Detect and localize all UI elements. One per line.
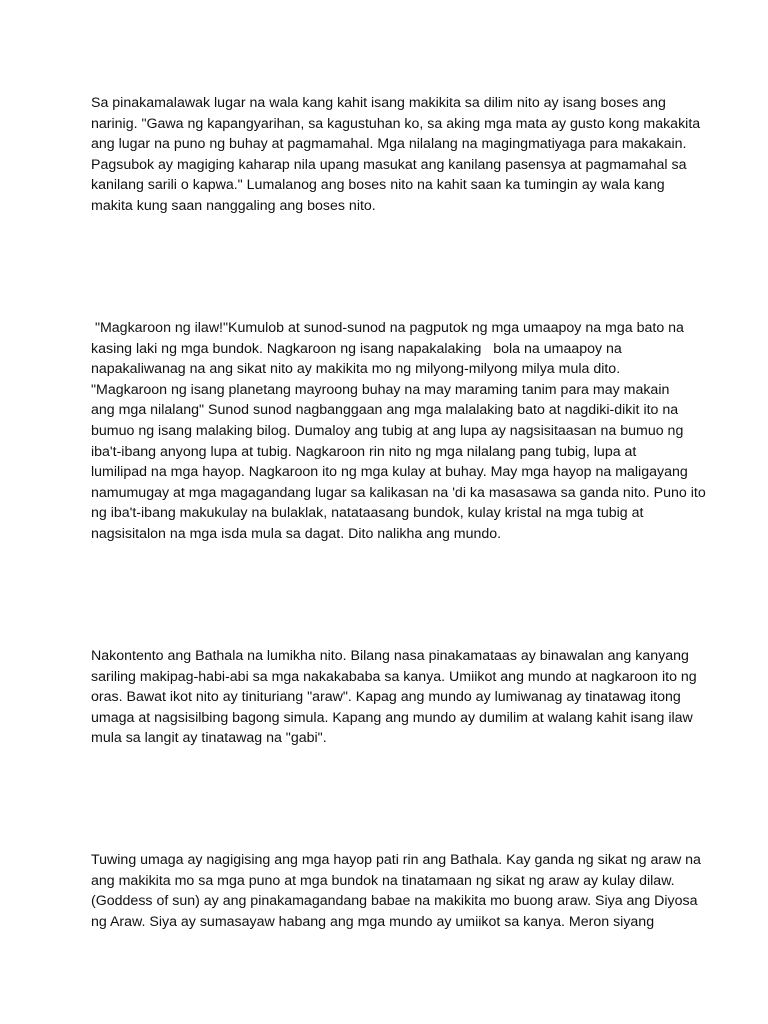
text-line: napakaliwanag na ang sikat nito ay makikita mo ng milyong-milyong milya mula dito. <box>91 361 621 378</box>
paragraph-1 <box>91 93 701 217</box>
text-line: Nakontento ang Bathala na lumikha nito. Bilang nasa pinakamataas ay binawalan ang kanyang <box>91 648 689 664</box>
text-line: sariling makipag-habi-abi sa mga nakakababa sa kanya. Umiikot ang mundo at nagkaroon ito ng <box>91 668 697 685</box>
text-line: (Goddess of sun) ay ang pinakamagandang babae na makikita mo buong araw. Siya ang Diyosa <box>91 893 698 910</box>
paragraph-2 <box>91 318 706 545</box>
text-line: ang makikita mo sa mga puno at mga bundok na tinatamaan ng sikat ng araw ay kulay dilaw. <box>91 872 675 889</box>
text-line: bumuo ng isang malaking bilog. Dumaloy ang tubig at ang lupa ay nagsisitaasan na bumuo ng <box>91 422 684 439</box>
text-line: Pagsubok ay magiging kaharap nila upang masukat ang kanilang pasensya at pagmamahal sa <box>91 156 687 173</box>
paragraph-3 <box>91 646 697 749</box>
text-line: Tuwing umaga ay nagigising ang mga hayop pati rin ang Bathala. Kay ganda ng sikat ng araw na <box>91 852 701 868</box>
text-line: oras. Bawat ikot nito ay tinituriang "araw". Kapag ang mundo ay lumiwanag ay tinatawag itong <box>91 689 681 706</box>
text-line: lumilipad na mga hayop. Nagkaroon ito ng mga kulay at buhay. May mga hayop na maligayang <box>91 464 688 481</box>
paragraph-4 <box>91 850 701 932</box>
text-line: Sa pinakamalawak lugar na wala kang kahit isang makikita sa dilim nito ay isang boses ang <box>91 95 666 111</box>
text-line: mula sa langit ay tinatawag na "gabi". <box>91 730 327 747</box>
text-line: "Magkaroon ng isang planetang mayroong buhay na may maraming tanim para may makain <box>91 381 670 398</box>
text-line: kanilang sarili o kapwa." Lumalanog ang boses nito na kahit saan ka tumingin ay wala kang <box>91 177 665 194</box>
text-line: ng iba't-ibang makukulay na bulaklak, natataasang bundok, kulay kristal na mga tubig at <box>91 505 644 522</box>
text-line: narinig. "Gawa ng kapangyarihan, sa kagustuhan ko, sa aking mga mata ay gusto kong makakita <box>91 115 701 132</box>
text-line: nagsisitalon na mga isda mula sa dagat. Dito nalikha ang mundo. <box>91 525 502 542</box>
text-line: "Magkaroon ng ilaw!"Kumulob at sunod-sunod na pagputok ng mga umaapoy na mga bato na <box>91 320 684 336</box>
text-line: ng Araw. Siya ay sumasayaw habang ang mga mundo ay umiikot sa kanya. Meron siyang <box>91 913 655 930</box>
text-line: makita kung saan nanggaling ang boses nito. <box>91 197 376 214</box>
text-line: umaga at nagsisilbing bagong simula. Kapang ang mundo ay dumilim at walang kahit isang ilaw <box>91 709 693 726</box>
text-line: ang lugar na puno ng buhay at pagmamahal. Mga nilalang na magingmatiyaga para makakain. <box>91 136 687 153</box>
text-line: namumugay at mga magagandang lugar sa kalikasan na 'di ka masasawa sa ganda nito. Puno ito <box>91 484 706 501</box>
text-line: iba't-ibang anyong lupa at tubig. Nagkaroon rin nito ng mga nilalang pang tubig, lupa at <box>91 443 637 460</box>
text-line: ang mga nilalang" Sunod sunod nagbanggaan ang mga malalaking bato at nagdiki-dikit ito na <box>91 402 679 419</box>
text-line: kasing laki ng mga bundok. Nagkaroon ng isang napakalaking bola na umaapoy na <box>91 340 622 357</box>
